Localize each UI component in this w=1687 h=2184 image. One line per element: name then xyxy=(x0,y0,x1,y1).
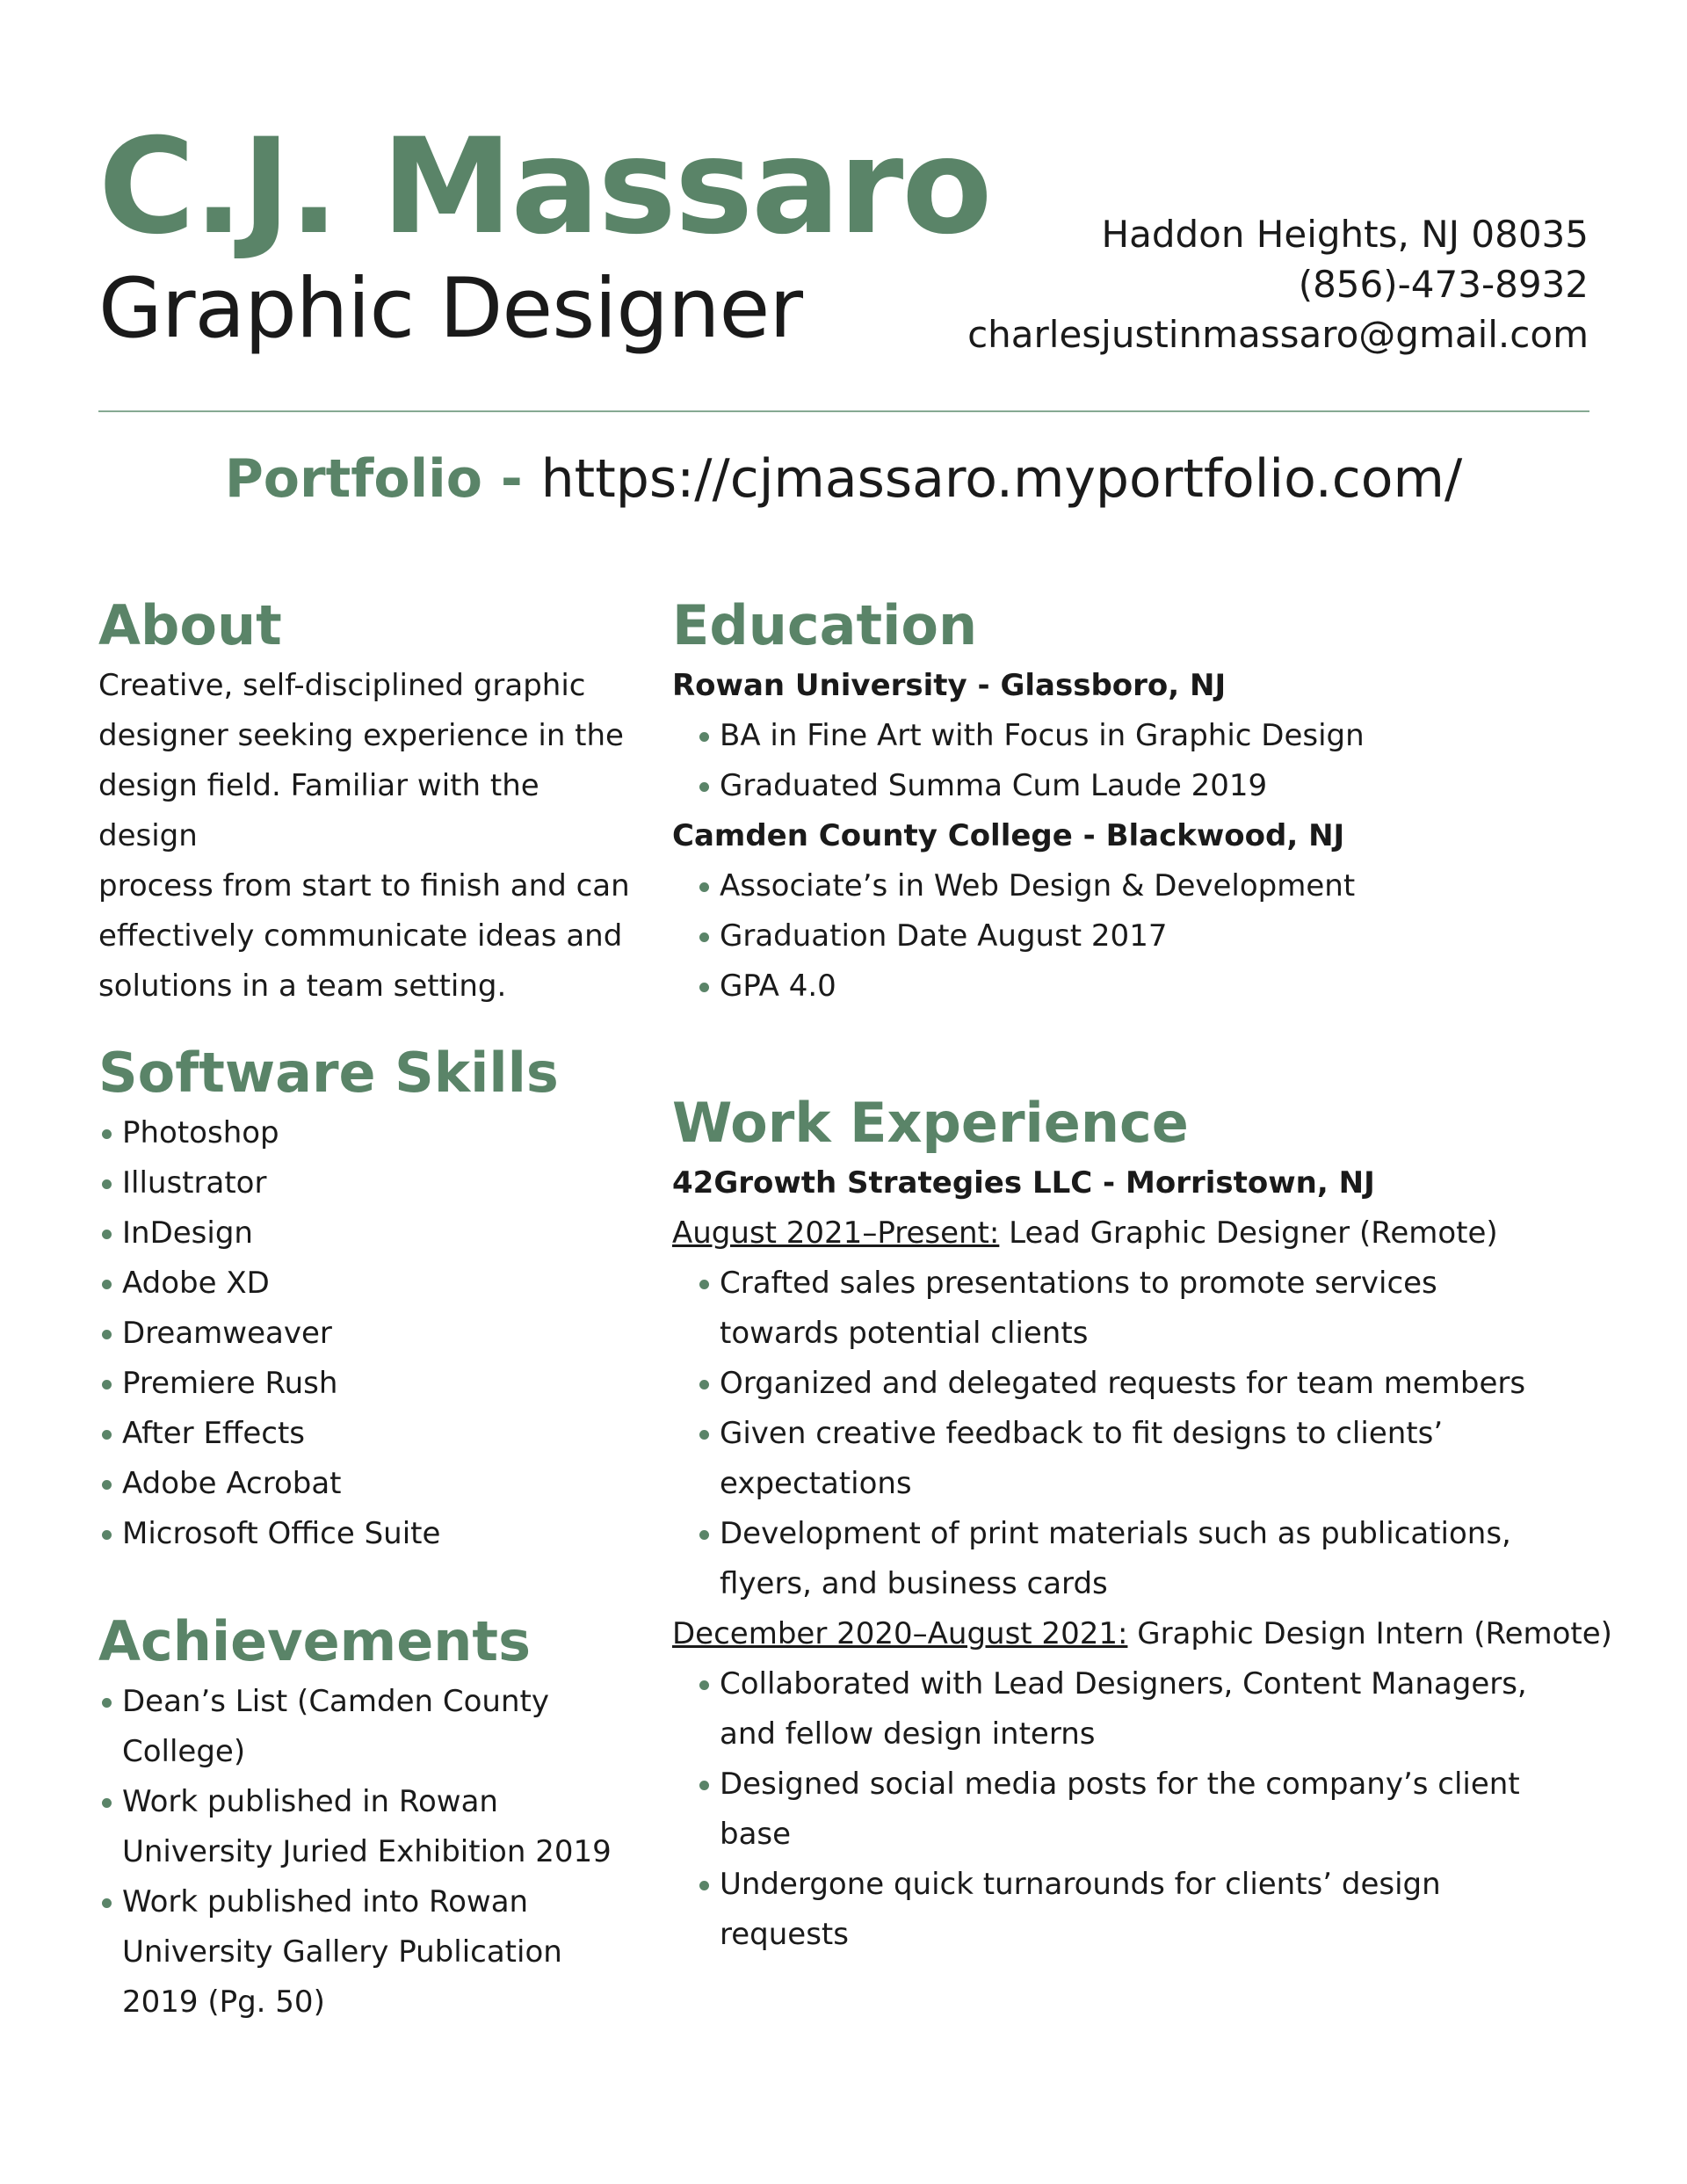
list-item: BA in Fine Art with Focus in Graphic Design xyxy=(696,711,1604,761)
list-item: Given creative feedback to fit designs to clients’ expectations xyxy=(696,1409,1551,1509)
work-heading: Work Experience xyxy=(672,1091,1189,1155)
about-heading: About xyxy=(98,593,282,657)
job-title: Lead Graphic Designer (Remote) xyxy=(999,1215,1498,1251)
achievements-heading: Achievements xyxy=(98,1609,531,1673)
about-line: Creative, self-disciplined graphic xyxy=(98,668,586,703)
list-item: Undergone quick turnarounds for clients’ design requests xyxy=(696,1860,1551,1960)
portfolio-label: Portfolio xyxy=(224,448,482,510)
contact-block xyxy=(967,209,1589,359)
list-item: Adobe XD xyxy=(98,1259,643,1309)
list-item: Illustrator xyxy=(98,1158,643,1208)
list-item: Premiere Rush xyxy=(98,1359,643,1409)
list-item: Work published in Rowan University Juried Exhibition 2019 xyxy=(98,1777,626,1877)
list-item: GPA 4.0 xyxy=(696,961,1604,1012)
candidate-name: C.J. Massaro xyxy=(98,111,991,264)
job-role xyxy=(672,1208,1604,1259)
list-item: Designed social media posts for the company’s client base xyxy=(696,1760,1551,1860)
portfolio-line xyxy=(0,444,1687,514)
about-text xyxy=(98,661,643,1012)
contact-email: charlesjustinmassaro@gmail.com xyxy=(967,313,1589,356)
school-name: Camden County College - Blackwood, NJ xyxy=(672,818,1345,853)
portfolio-url[interactable]: https://cjmassaro.myportfolio.com/ xyxy=(540,448,1463,510)
list-item: Organized and delegated requests for team members xyxy=(696,1359,1551,1409)
about-line: solutions in a team setting. xyxy=(98,969,507,1004)
school-details xyxy=(672,861,1604,1012)
about-line: designer seeking experience in the xyxy=(98,718,624,753)
list-item: Associate’s in Web Design & Development xyxy=(696,861,1604,911)
list-item: Crafted sales presentations to promote services towards potential clients xyxy=(696,1259,1551,1359)
about-line: process from start to finish and can xyxy=(98,868,630,903)
software-heading: Software Skills xyxy=(98,1041,559,1105)
list-item: Development of print materials such as publications, flyers, and business cards xyxy=(696,1509,1551,1609)
company-name: 42Growth Strategies LLC - Morristown, NJ xyxy=(672,1165,1375,1201)
school-details xyxy=(672,711,1604,811)
list-item: Work published into Rowan University Gallery Publication 2019 (Pg. 50) xyxy=(98,1877,626,2028)
list-item: Photoshop xyxy=(98,1108,643,1158)
about-line: design field. Familiar with the design xyxy=(98,768,539,853)
achievements-list xyxy=(98,1677,626,2028)
job-dates: December 2020–August 2021: xyxy=(672,1616,1128,1651)
job-dates: August 2021–Present: xyxy=(672,1215,1000,1251)
achievements-section xyxy=(98,1607,643,2028)
about-line: effectively communicate ideas and xyxy=(98,918,623,954)
about-section xyxy=(98,591,643,1012)
job-role xyxy=(672,1609,1612,1659)
list-item: Adobe Acrobat xyxy=(98,1459,643,1509)
job-duties xyxy=(672,1659,1551,1960)
portfolio-separator: - xyxy=(481,448,541,510)
list-item: Microsoft Office Suite xyxy=(98,1509,643,1559)
software-section xyxy=(98,1038,643,1559)
list-item: InDesign xyxy=(98,1208,643,1259)
list-item: Dean’s List (Camden County College) xyxy=(98,1677,626,1777)
job-title: Graphic Design Intern (Remote) xyxy=(1127,1616,1612,1651)
contact-location: Haddon Heights, NJ 08035 xyxy=(1101,213,1589,256)
list-item: Graduation Date August 2017 xyxy=(696,911,1604,961)
work-section xyxy=(672,1088,1612,1960)
list-item: After Effects xyxy=(98,1409,643,1459)
list-item: Collaborated with Lead Designers, Content Managers, and fellow design interns xyxy=(696,1659,1551,1760)
job-duties xyxy=(672,1259,1551,1609)
education-heading: Education xyxy=(672,593,978,657)
contact-phone: (856)-473-8932 xyxy=(1298,263,1589,306)
header-divider xyxy=(98,410,1589,412)
software-list xyxy=(98,1108,643,1559)
school-name: Rowan University - Glassboro, NJ xyxy=(672,668,1227,703)
education-section xyxy=(672,591,1604,1012)
list-item: Graduated Summa Cum Laude 2019 xyxy=(696,761,1604,811)
candidate-title: Graphic Designer xyxy=(98,261,803,357)
list-item: Dreamweaver xyxy=(98,1309,643,1359)
